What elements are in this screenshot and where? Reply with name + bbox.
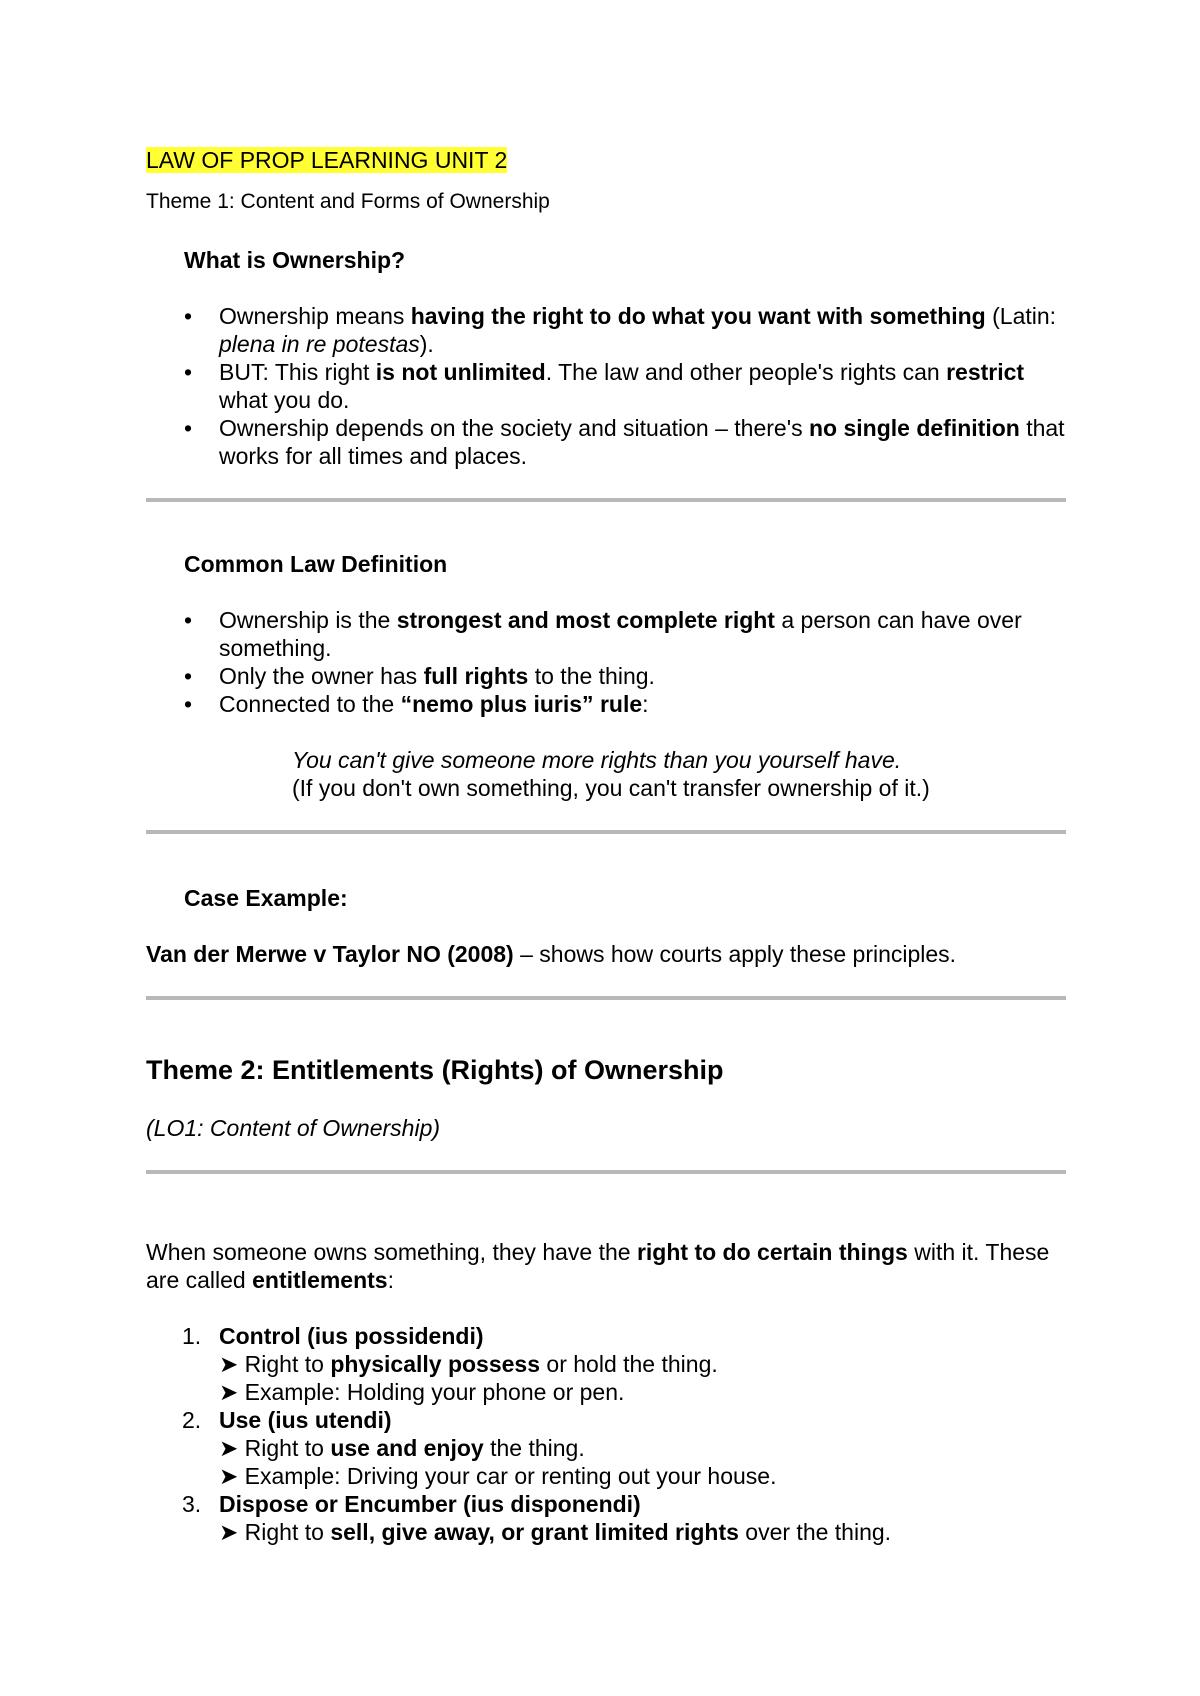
list-item: • BUT: This right is not unlimited. The law and other people's rights can restrict what you do. (146, 358, 1066, 414)
divider (146, 498, 1066, 502)
what-is-ownership-list (146, 302, 1066, 470)
learning-outcome: (LO1: Content of Ownership) (146, 1115, 441, 1141)
list-item: • Ownership depends on the society and situation – there's no single definition that works for all times and places. (146, 414, 1066, 470)
list-item (146, 1322, 1066, 1406)
nemo-plus-iuris-quote (292, 746, 1066, 802)
theme2-title: Theme 2: Entitlements (Rights) of Ownership (146, 1055, 724, 1085)
entitlement-detail: ➤ Right to use and enjoy the thing. (219, 1435, 585, 1461)
case-citation: Van der Merwe v Taylor NO (2008) – shows how courts apply these principles. (146, 941, 957, 967)
document-content (146, 146, 1066, 1546)
common-law-list (146, 606, 1066, 718)
list-item: • Ownership is the strongest and most complete right a person can have over something. (146, 606, 1066, 662)
quote-line: You can't give someone more rights than you yourself have. (292, 747, 902, 773)
quote-explanation: (If you don't own something, you can't transfer ownership of it.) (292, 775, 930, 801)
document-title (146, 146, 1066, 174)
list-item (146, 1490, 1066, 1546)
title-highlight: LAW OF PROP LEARNING UNIT 2 (146, 147, 508, 173)
entitlement-detail: ➤ Right to sell, give away, or grant limited rights over the thing. (219, 1519, 892, 1545)
entitlement-title: Dispose or Encumber (ius disponendi) (219, 1491, 641, 1517)
list-item: • Ownership means having the right to do what you want with something (Latin: plena in re potestas). (146, 302, 1066, 358)
item-number: 2. (182, 1407, 202, 1433)
heading-what-is-ownership: What is Ownership? (184, 247, 406, 273)
divider (146, 830, 1066, 834)
entitlements-intro: When someone owns something, they have the right to do certain things with it. These are called entitlements: (146, 1239, 1050, 1293)
heading-case-example: Case Example: (184, 885, 348, 911)
entitlement-title: Use (ius utendi) (219, 1407, 392, 1433)
item-number: 1. (182, 1323, 202, 1349)
list-item (146, 1406, 1066, 1490)
list-item: • Only the owner has full rights to the thing. (146, 662, 1066, 690)
divider (146, 996, 1066, 1000)
item-number: 3. (182, 1491, 202, 1517)
theme1-title: Theme 1: Content and Forms of Ownership (146, 190, 550, 213)
list-item: • Connected to the “nemo plus iuris” rule: (146, 690, 1066, 718)
entitlement-detail: ➤ Right to physically possess or hold the thing. (219, 1351, 718, 1377)
entitlements-list (146, 1322, 1066, 1546)
entitlement-example: ➤ Example: Holding your phone or pen. (219, 1379, 625, 1405)
heading-common-law-definition: Common Law Definition (184, 551, 448, 577)
divider (146, 1170, 1066, 1174)
entitlement-title: Control (ius possidendi) (219, 1323, 484, 1349)
entitlement-example: ➤ Example: Driving your car or renting out your house. (219, 1463, 777, 1489)
